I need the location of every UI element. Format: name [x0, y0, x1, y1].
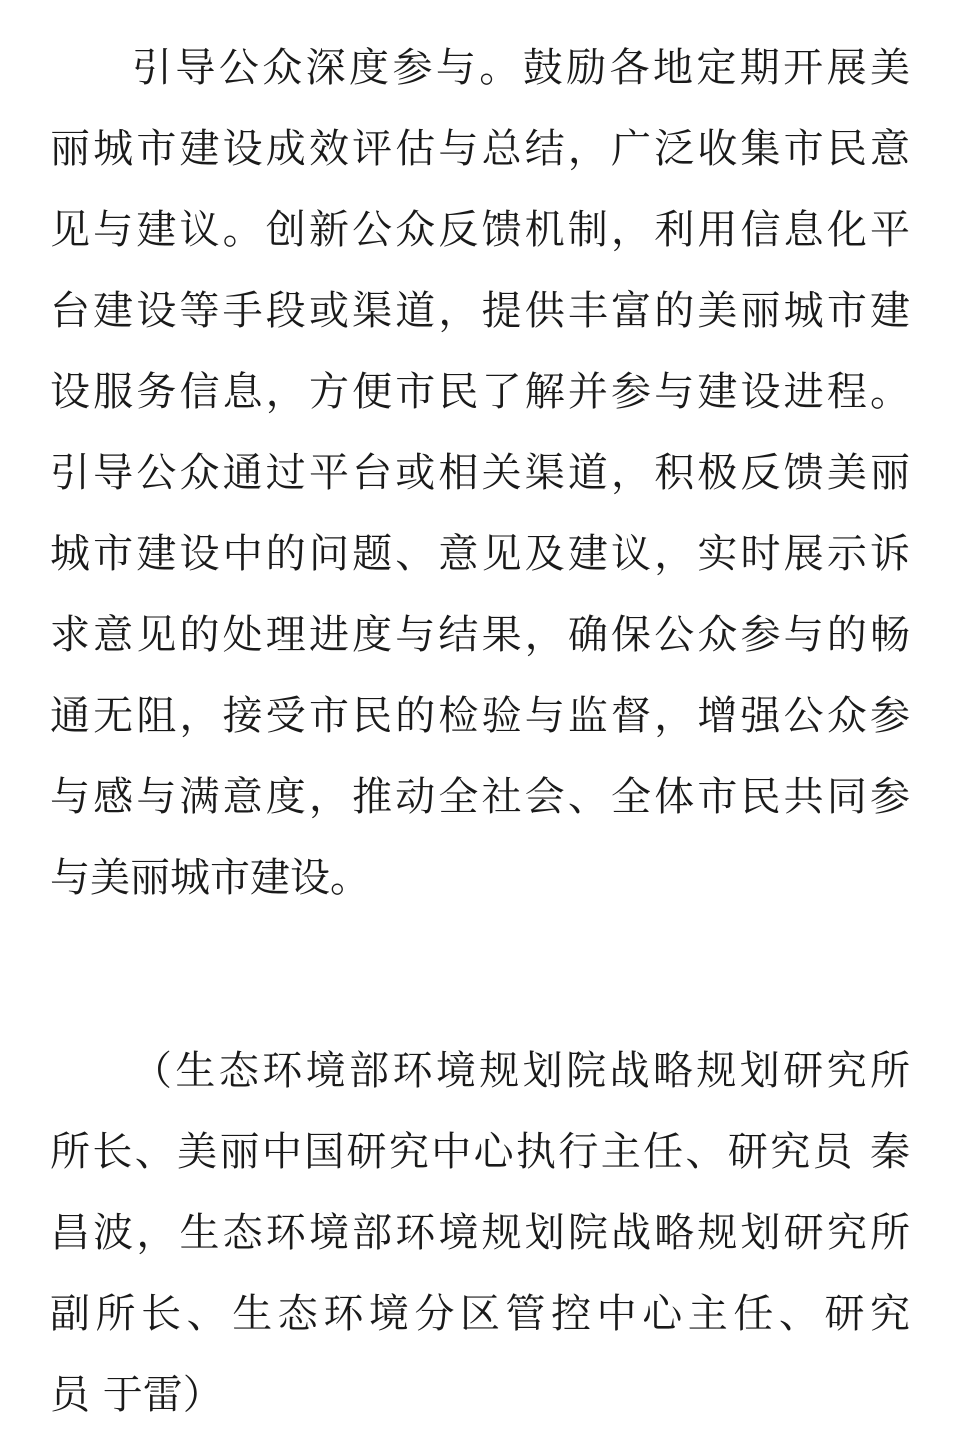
author-note-line: 昌波，生态环境部环境规划院战略规划研究所 [50, 1210, 910, 1256]
paragraph-line: 见与建议。创新公众反馈机制，利用信息化平 [50, 207, 910, 253]
author-note-line: 副所长、生态环境分区管控中心主任、研究 [50, 1291, 910, 1337]
paragraph-line: 城市建设中的问题、意见及建议，实时展示诉 [50, 531, 910, 577]
paragraph-spacer [50, 919, 910, 1031]
author-note-line: （生态环境部环境规划院战略规划研究所 [132, 1048, 910, 1094]
author-note-line: 员 于雷） [50, 1372, 223, 1418]
paragraph-line: 与美丽城市建设。 [50, 855, 370, 901]
paragraph-line: 设服务信息，方便市民了解并参与建设进程。 [50, 369, 910, 415]
paragraph-line: 求意见的处理进度与结果，确保公众参与的畅 [50, 612, 910, 658]
paragraph-line: 台建设等手段或渠道，提供丰富的美丽城市建 [50, 288, 910, 334]
author-note-line: 所长、美丽中国研究中心执行主任、研究员 秦 [50, 1129, 910, 1175]
paragraph-line: 引导公众通过平台或相关渠道，积极反馈美丽 [50, 450, 910, 496]
paragraph-line: 丽城市建设成效评估与总结，广泛收集市民意 [50, 126, 910, 172]
paragraph-line: 通无阻，接受市民的检验与监督，增强公众参 [50, 693, 910, 739]
author-note [50, 1031, 910, 1436]
body-paragraph [50, 28, 910, 919]
paragraph-line: 与感与满意度，推动全社会、全体市民共同参 [50, 774, 910, 820]
article-content [50, 28, 910, 1436]
paragraph-line: 引导公众深度参与。鼓励各地定期开展美 [132, 45, 910, 91]
